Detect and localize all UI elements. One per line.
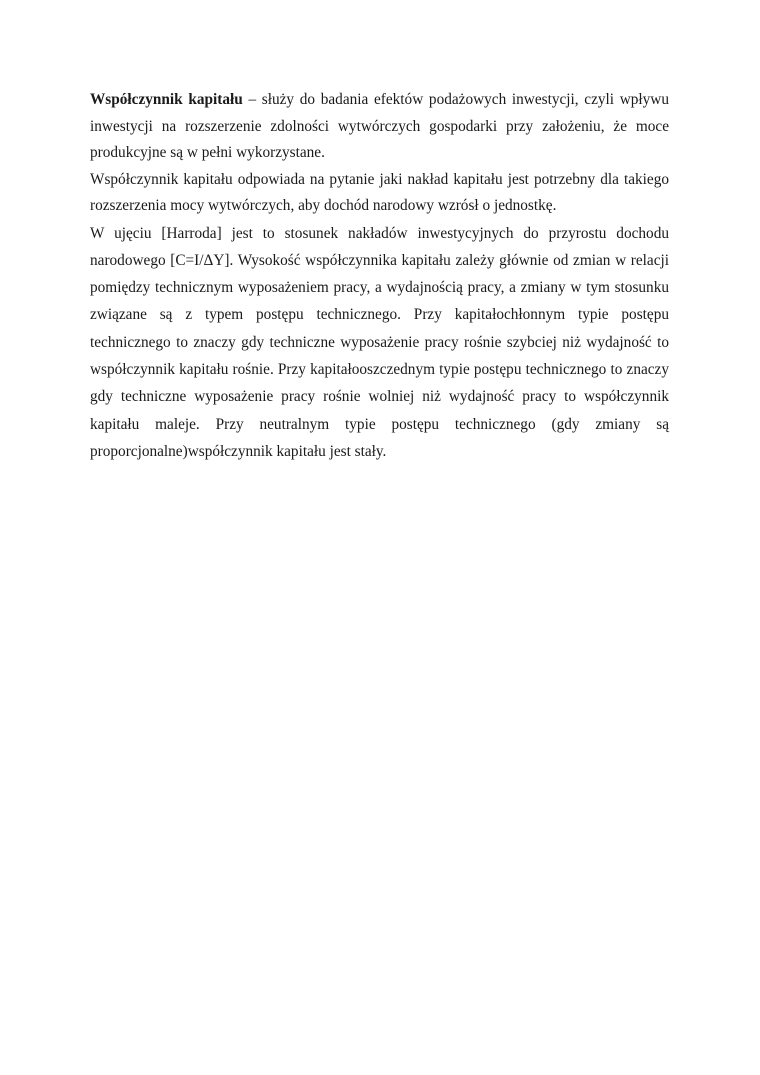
defined-term: Współczynnik kapitału xyxy=(90,91,243,108)
paragraph-question: Współczynnik kapitału odpowiada na pytanie jaki nakład kapitału jest potrzebny dla takiego rozszerzenia mocy wytwórczych, aby dochód narodowy wzrósł o jednostkę. xyxy=(90,170,669,214)
paragraph-definition xyxy=(90,87,669,167)
paragraph-harrod: W ujęciu [Harroda] jest to stosunek nakładów inwestycyjnych do przyrostu dochodu narodowego [C=I/ΔY]. Wysokość współczynnika kapitału zależy głównie od zmian w relacji pomiędzy technicznym wyposażeniem pracy, a wydajnością pracy, a zmiany w tym stosunku związane są z typem postępu technicznego. Przy kapitałochłonnym typie postępu technicznego to znaczy gdy techniczne wyposażenie pracy rośnie szybciej niż wydajność to współczynnik kapitału rośnie. Przy kapitałooszczednym typie postępu technicznego to znaczy gdy techniczne wyposażenie pracy rośnie wolniej niż wydajność pracy to współczynnik kapitału maleje. Przy neutralnym typie postępu technicznego (gdy zmiany są proporcjonalne)współczynnik kapitału jest stały. xyxy=(90,224,669,460)
document-body xyxy=(90,87,669,465)
definition-text: – służy do badania efektów podażowych inwestycji, czyli wpływu inwestycji na rozszerzenie zdolności wytwórczych gospodarki przy założeniu, że moce produkcyjne są w pełni wykorzystane. xyxy=(90,91,669,161)
